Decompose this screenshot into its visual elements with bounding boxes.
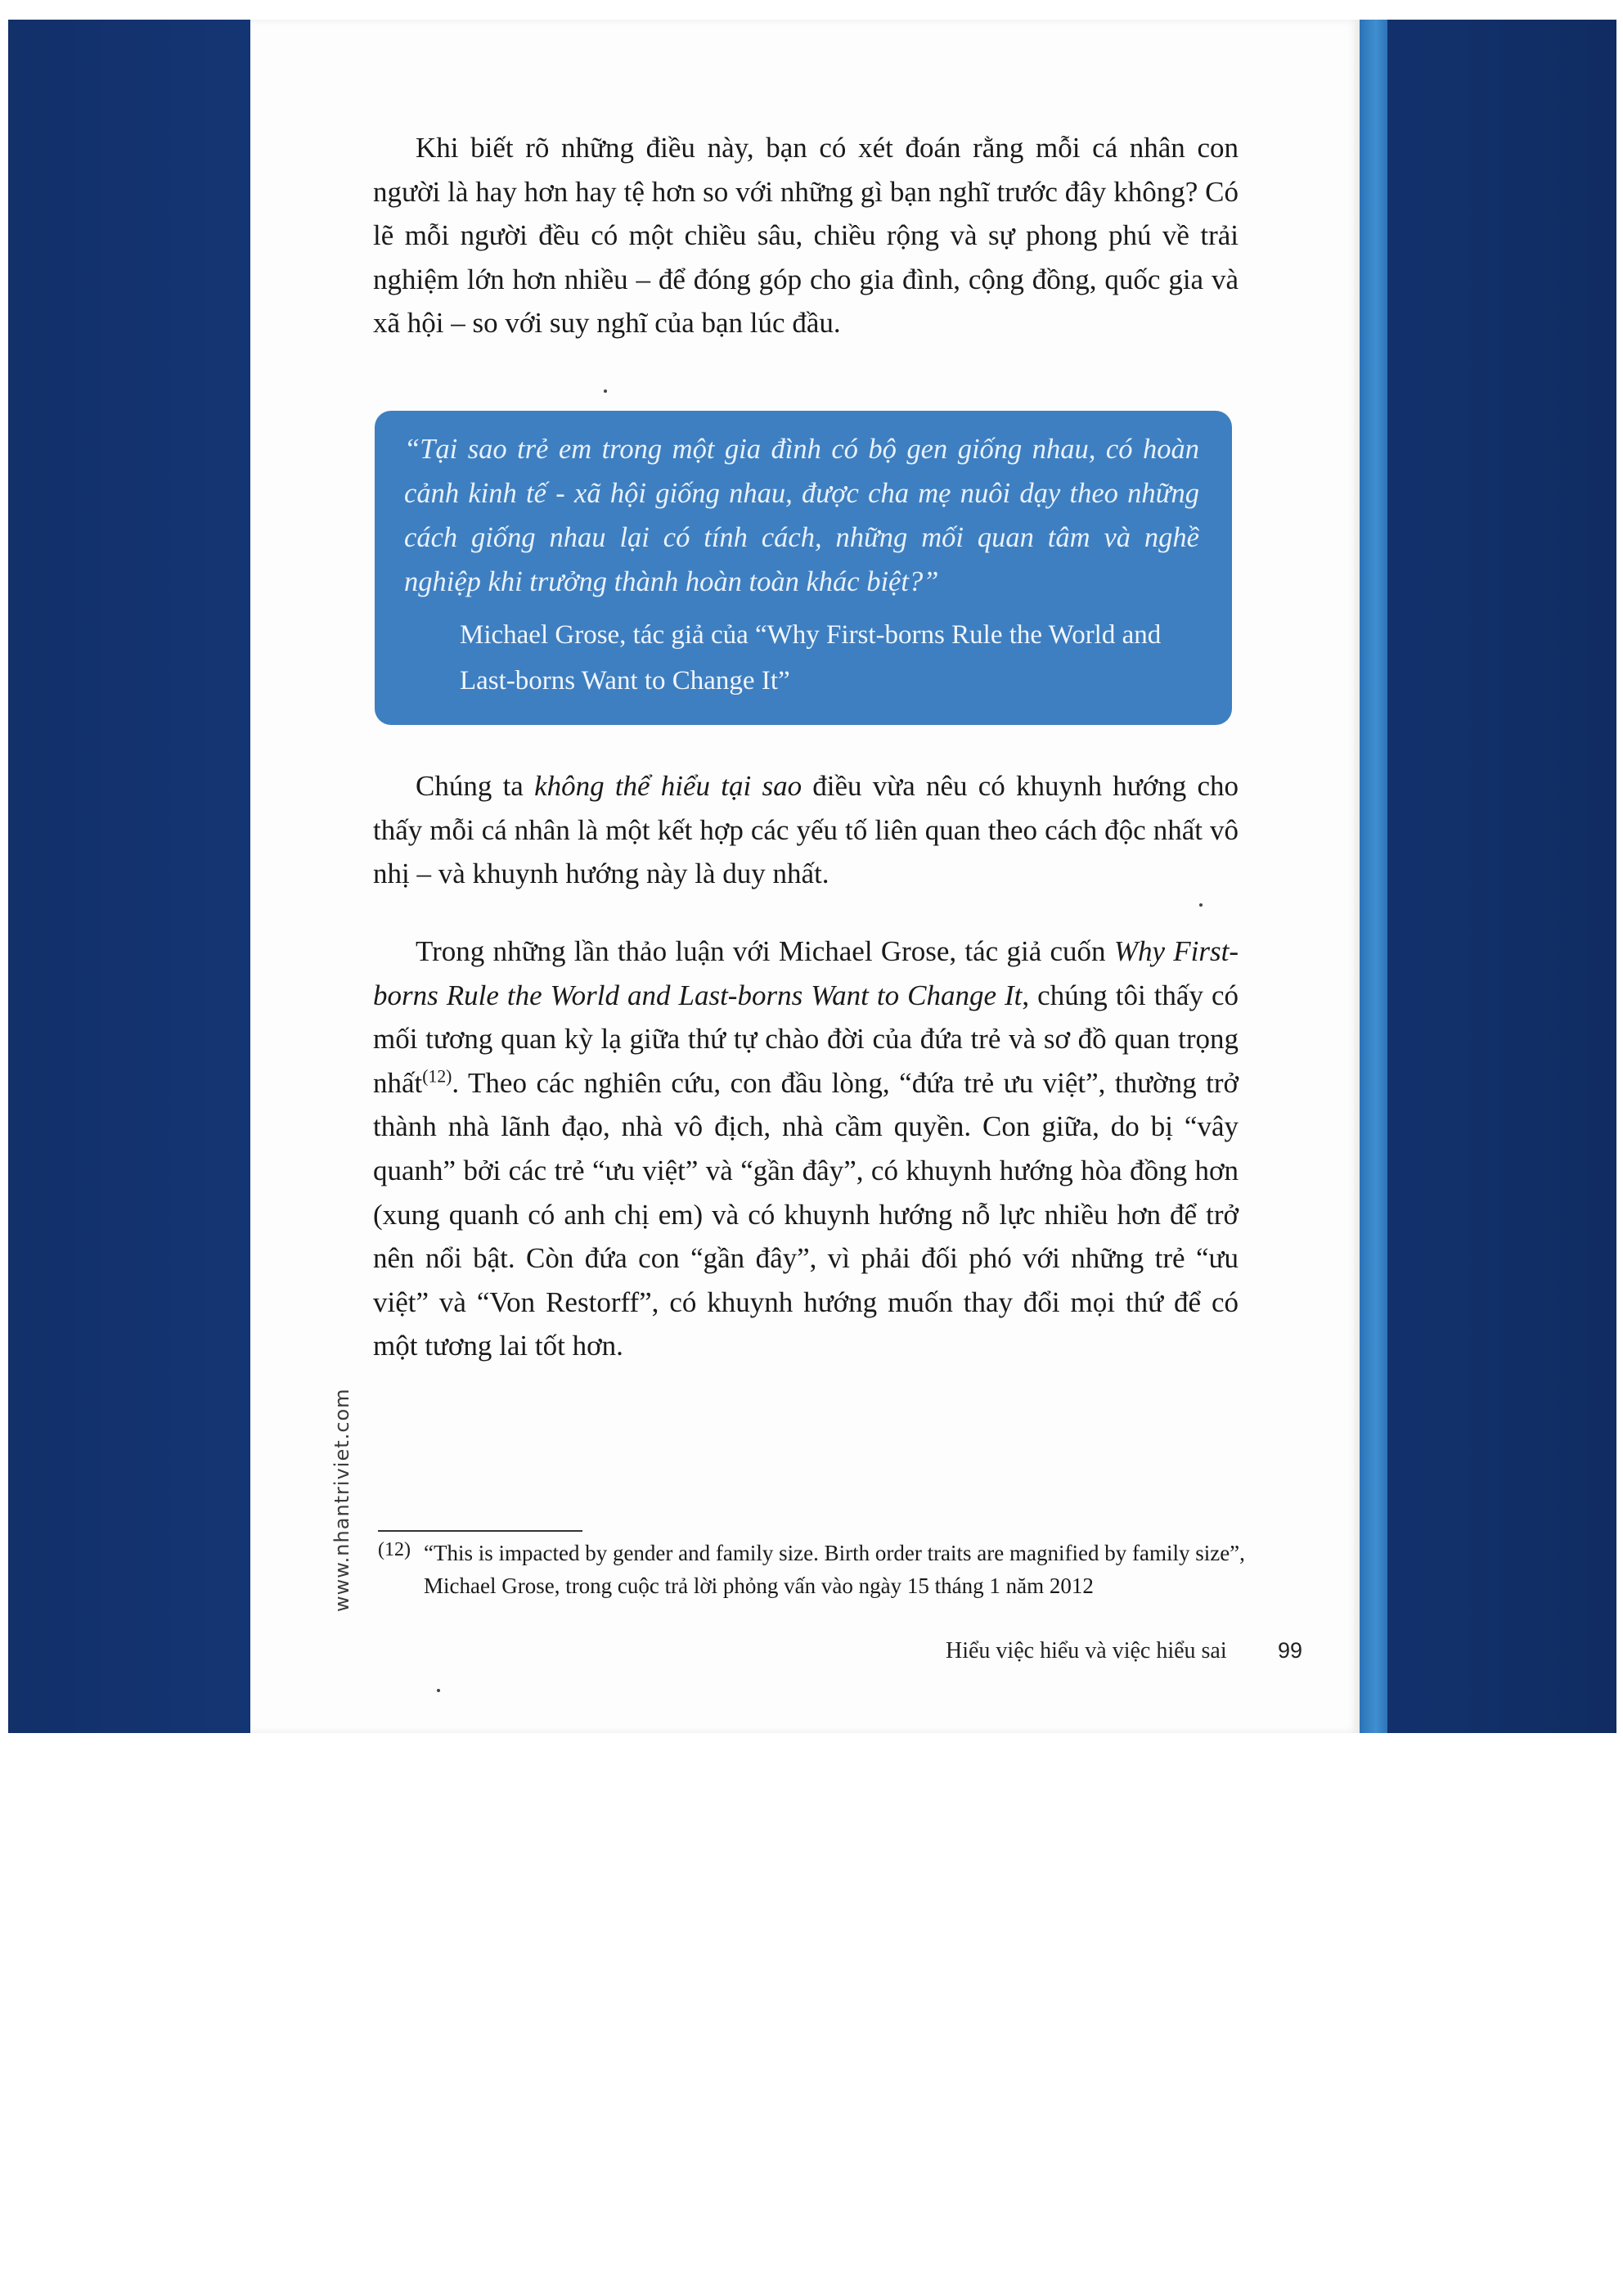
footnote-text: “This is impacted by gender and family size. Birth order traits are magnified by family size”, Michael Grose, trong cuộc trả lời phỏng vấn vào ngày 15 tháng 1 năm 2012 — [424, 1541, 1245, 1598]
paragraph-3 — [373, 930, 1239, 1368]
paragraph-2-emphasis: không thể hiểu tại sao — [534, 770, 803, 802]
footnote-reference[interactable]: (12) — [422, 1066, 452, 1087]
paragraph-3-start: Trong những lần thảo luận với Michael Grose, tác giả cuốn — [416, 935, 1114, 967]
book-page — [250, 20, 1360, 1733]
running-head: Hiểu việc hiểu và việc hiểu sai — [946, 1638, 1227, 1663]
quote-attribution: Michael Grose, tác giả của “Why First-borns Rule the World and Last-borns Want to Change It” — [460, 620, 1162, 696]
scan-speck — [437, 1689, 440, 1692]
paragraph-3-end: . Theo các nghiên cứu, con đầu lòng, “đứa trẻ ưu việt”, thường trở thành nhà lãnh đạo, nhà vô địch, nhà cầm quyền. Con giữa, do bị “vây quanh” bởi các trẻ “ưu việt” và “gần đây”, có khuynh hướng hòa đồng hơn (xung quanh có anh chị em) và có khuynh hướng nỗ lực nhiều hơn để trở nên nổi bật. Còn đứa con “gần đây”, vì phải đối phó với những trẻ “ưu việt” và “Von Restorff”, có khuynh hướng muốn thay đổi mọi thứ để có một tương lai tốt hơn. — [373, 1066, 1239, 1362]
footnote-mark: (12) — [378, 1539, 411, 1560]
paragraph-2-end: điều vừa nêu có khuynh hướng cho thấy mỗi cá nhân là một kết hợp các yếu tố liên quan theo cách độc nhất vô nhị – và khuynh hướng này là duy nhất. — [373, 770, 1239, 890]
quote-text: “Tại sao trẻ em trong một gia đình có bộ gen giống nhau, có hoàn cảnh kinh tế - xã hội giống nhau, được cha mẹ nuôi dạy theo những cách giống nhau lại có tính cách, những mối quan tâm và nghề nghiệp khi trưởng thành hoàn toàn khác biệt?” — [404, 434, 1199, 597]
paragraph-1: Khi biết rõ những điều này, bạn có xét đoán rằng mỗi cá nhân con người là hay hơn hay tệ hơn so với những gì bạn nghĩ trước đây không? Có lẽ mỗi người đều có một chiều sâu, chiều rộng và sự phong phú về trải nghiệm lớn hơn nhiều – để đóng góp cho gia đình, cộng đồng, quốc gia và xã hội – so với suy nghĩ của bạn lúc đầu. — [373, 132, 1239, 340]
footnote-divider — [378, 1530, 582, 1532]
paragraph-3-middle: , chúng tôi thấy có mối tương quan kỳ lạ giữa thứ tự chào đời của đứa trẻ và sơ đồ quan trọng nhất — [373, 979, 1239, 1099]
side-watermark: www.nhantriviet.com — [330, 1388, 353, 1612]
paragraph-2 — [373, 764, 1239, 896]
quote-box — [375, 411, 1232, 725]
scan-speck — [604, 389, 607, 393]
paragraph-2-start: Chúng ta — [416, 770, 535, 802]
page-number: 99 — [1278, 1638, 1303, 1663]
footnote — [378, 1537, 1245, 1602]
book-title: Why First-borns Rule the World and Last-borns Want to Change It — [373, 935, 1239, 1011]
scan-speck — [1199, 903, 1203, 907]
book-edge — [1358, 20, 1387, 1733]
